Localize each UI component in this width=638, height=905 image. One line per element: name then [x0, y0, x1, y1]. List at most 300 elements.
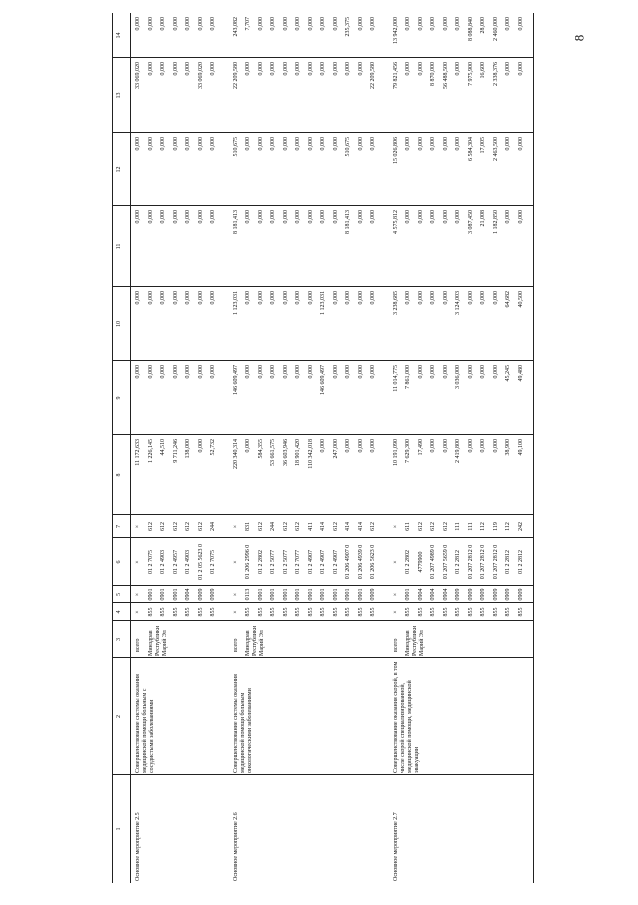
- table-cell: ×: [392, 560, 399, 564]
- table-cell: 0,000: [197, 365, 204, 379]
- table-cell: 0,000: [505, 210, 511, 224]
- table-cell: 855: [517, 607, 524, 617]
- table-cell: ×: [232, 610, 239, 614]
- table-cell: 0,000: [147, 291, 154, 305]
- table-cell: 612: [147, 522, 154, 531]
- table-cell: 0,000: [345, 365, 351, 379]
- table-cell: 0,000: [270, 62, 276, 76]
- rotated-table-container: [112, 13, 637, 883]
- table-cell: ×: [232, 592, 239, 597]
- table-cell: 79 821,456: [392, 62, 399, 89]
- table-cell: 0,000: [135, 17, 141, 31]
- table-cell: 01 206 5623 0: [370, 544, 376, 580]
- executor-name: Минздрав Республики Марий Эл: [405, 625, 425, 656]
- table-cell: 612: [257, 522, 264, 531]
- table-cell: 0,000: [185, 210, 191, 224]
- table-cell: 855: [370, 607, 376, 617]
- table-cell: 01 2 2802: [257, 550, 264, 574]
- table-cell: 22 209,580: [370, 62, 376, 89]
- table-cell: 0909: [492, 588, 499, 601]
- table-cell: 0,000: [357, 210, 364, 224]
- table-cell: 01 207 2812 0: [492, 544, 499, 580]
- column-header: 5: [116, 593, 122, 596]
- table-cell: 0909: [370, 588, 376, 601]
- table-cell: 0,000: [405, 62, 411, 76]
- table-cell: 0,000: [245, 291, 251, 305]
- table-cell: 0904: [430, 588, 436, 601]
- table-cell: 0,000: [185, 62, 191, 76]
- table-cell: 0901: [270, 588, 276, 601]
- column-header: 6: [116, 560, 122, 564]
- table-cell: 146 609,497: [320, 365, 326, 395]
- table-cell: 0,000: [210, 210, 216, 224]
- table-cell: 0,000: [492, 291, 499, 305]
- column-divider: [112, 774, 533, 775]
- table-cell: 855: [210, 607, 216, 617]
- table-cell: 01 2 7077: [295, 550, 301, 574]
- table-cell: 0901: [295, 588, 301, 601]
- table-cell: 0113: [245, 588, 251, 601]
- table-cell: 2 419,800: [455, 439, 461, 463]
- table-cell: ×: [392, 524, 399, 529]
- table-cell: 01 2 2812: [455, 550, 461, 574]
- table-cell: 22 209,580: [232, 62, 239, 89]
- table-cell: 0,000: [332, 137, 339, 151]
- table-cell: 584,355: [257, 439, 264, 459]
- table-cell: 0,000: [295, 365, 301, 379]
- table-cell: 01 207 4989 0: [430, 544, 436, 580]
- table-cell: 0901: [332, 588, 339, 601]
- table-cell: 01 2 2812: [517, 550, 524, 574]
- table-cell: 0,000: [307, 62, 314, 76]
- column-divider: [112, 205, 533, 206]
- table-cell: 0,000: [417, 365, 424, 379]
- table-cell: 855: [147, 607, 154, 617]
- table-cell: 0901: [160, 588, 166, 601]
- table-cell: 0,000: [147, 17, 154, 31]
- table-cell: 247,000: [332, 439, 339, 459]
- table-cell: 01 2 4907: [320, 550, 326, 574]
- table-cell: 0901: [307, 588, 314, 601]
- table-cell: 0,000: [197, 291, 204, 305]
- table-cell: 0,000: [270, 137, 276, 151]
- table-cell: 243,082: [232, 17, 239, 37]
- table-cell: 0,000: [405, 17, 411, 31]
- table-cell: 33 069,020: [197, 62, 204, 89]
- table-cell: 0,000: [345, 62, 351, 76]
- table-cell: ×: [135, 610, 141, 614]
- table-cell: 0,000: [185, 365, 191, 379]
- table-cell: 855: [320, 607, 326, 617]
- table-cell: 01 2 05 5623 0: [197, 544, 204, 580]
- table-cell: 0,000: [417, 291, 424, 305]
- table-cell: 855: [257, 607, 264, 617]
- table-cell: 0,000: [357, 291, 364, 305]
- table-cell: 0,000: [245, 365, 251, 379]
- table-cell: ×: [392, 592, 399, 597]
- table-cell: 0,000: [442, 210, 449, 224]
- table-cell: 0,000: [147, 62, 154, 76]
- table-cell: 0904: [442, 588, 449, 601]
- executor-total-label: всего: [392, 638, 399, 652]
- table-cell: 0,000: [442, 137, 449, 151]
- table-cell: 0,000: [492, 439, 499, 453]
- column-divider: [112, 57, 533, 58]
- table-cell: 0,000: [282, 365, 289, 379]
- table-cell: 38,900: [505, 439, 511, 456]
- table-cell: 111: [467, 522, 474, 531]
- table-cell: 44,510: [160, 439, 166, 456]
- table-cell: 612: [332, 522, 339, 531]
- table-cell: 112: [505, 522, 511, 531]
- table-cell: 0909: [210, 588, 216, 601]
- table-cell: 831: [245, 522, 251, 531]
- table-bottom-rule: [533, 13, 534, 883]
- table-cell: 0,000: [282, 17, 289, 31]
- table-cell: 7 629,300: [405, 439, 411, 463]
- column-header: 10: [116, 321, 122, 327]
- table-cell: 0,000: [357, 365, 364, 379]
- table-cell: 510,675: [232, 137, 239, 157]
- table-cell: 01 2 5077: [270, 550, 276, 574]
- table-cell: 0,000: [430, 137, 436, 151]
- table-cell: 0,000: [172, 210, 179, 224]
- table-cell: 0,000: [370, 210, 376, 224]
- table-cell: 0,000: [370, 291, 376, 305]
- table-cell: 01 2 7075: [210, 550, 216, 574]
- table-cell: 52,732: [210, 439, 216, 456]
- activity-name: Основное мероприятие 2.7: [392, 812, 399, 881]
- table-cell: 0,000: [270, 210, 276, 224]
- table-cell: 0909: [517, 588, 524, 601]
- table-cell: 4779900: [417, 551, 424, 573]
- table-cell: 855: [357, 607, 364, 617]
- table-cell: 0904: [417, 588, 424, 601]
- table-cell: 17,005: [480, 137, 486, 154]
- table-cell: 0,000: [307, 365, 314, 379]
- table-cell: 0,000: [467, 365, 474, 379]
- column-divider: [112, 537, 533, 538]
- table-cell: 855: [332, 607, 339, 617]
- table-cell: 0,000: [370, 137, 376, 151]
- table-cell: 0,000: [210, 62, 216, 76]
- table-cell: 855: [197, 607, 204, 617]
- table-cell: 15 026,806: [392, 137, 399, 164]
- table-cell: 49,100: [517, 439, 524, 456]
- table-cell: 8 870,000: [430, 62, 436, 86]
- table-cell: 0,000: [455, 62, 461, 76]
- table-cell: 0909: [197, 588, 204, 601]
- table-cell: 21,008: [480, 210, 486, 227]
- table-cell: 13 942,000: [392, 17, 399, 44]
- table-cell: 0,000: [357, 17, 364, 31]
- table-cell: 855: [282, 607, 289, 617]
- table-cell: 01 2 7075: [147, 550, 154, 574]
- table-cell: 0,000: [430, 210, 436, 224]
- table-cell: 0,000: [257, 137, 264, 151]
- table-cell: 3 124,003: [455, 291, 461, 315]
- executor-total-label: всего: [135, 638, 141, 652]
- table-cell: 8 088,840: [467, 17, 474, 41]
- table-cell: 242: [517, 522, 524, 531]
- table-cell: 612: [370, 522, 376, 531]
- table-cell: 0,000: [147, 210, 154, 224]
- table-cell: 0,000: [270, 291, 276, 305]
- table-cell: 0,000: [307, 210, 314, 224]
- table-cell: 1 123,031: [320, 291, 326, 315]
- executor-total-label: всего: [232, 638, 239, 652]
- activity-name: Основное мероприятие 2.6: [232, 812, 239, 881]
- table-cell: 0,000: [135, 137, 141, 151]
- table-cell: 855: [417, 607, 424, 617]
- column-header: 14: [116, 32, 122, 39]
- table-cell: 0,000: [245, 210, 251, 224]
- column-header: 2: [116, 715, 122, 718]
- table-cell: 0901: [257, 588, 264, 601]
- table-cell: 110 342,018: [307, 439, 314, 469]
- table-cell: 0,000: [270, 365, 276, 379]
- table-cell: 0,000: [405, 291, 411, 305]
- table-cell: 0,000: [197, 439, 204, 453]
- column-divider: [112, 132, 533, 133]
- table-top-rule: [112, 13, 113, 883]
- table-cell: 0,000: [320, 439, 326, 453]
- table-cell: 36 603,946: [282, 439, 289, 466]
- activity-description: Совершенствование системы оказания медицинской помощи больным с сосудистыми заболеваниями: [135, 674, 155, 773]
- table-cell: 0,000: [370, 17, 376, 31]
- table-cell: 244: [270, 522, 276, 531]
- table-cell: 0,000: [245, 62, 251, 76]
- table-cell: 0,000: [430, 291, 436, 305]
- table-cell: 855: [160, 607, 166, 617]
- activity-description: Совершенствование оказания скорой, в том числе скорой специализированной, медицинской помощи, медицинской эвакуации: [392, 661, 420, 773]
- table-cell: 0,000: [295, 291, 301, 305]
- table-cell: 0,000: [147, 365, 154, 379]
- table-cell: 8 181,413: [345, 210, 351, 234]
- column-header: 1: [116, 827, 122, 831]
- table-cell: 0,000: [172, 291, 179, 305]
- table-cell: ×: [392, 610, 399, 614]
- table-cell: 0,000: [185, 17, 191, 31]
- table-cell: 0,000: [417, 62, 424, 76]
- table-cell: 17,490: [417, 439, 424, 456]
- table-cell: 01 207 2812 0: [480, 544, 486, 580]
- activity-name: Основное мероприятие 2.5: [135, 812, 141, 881]
- table-cell: 0909: [455, 588, 461, 601]
- table-cell: 0,000: [282, 137, 289, 151]
- table-cell: 01 2 4903: [160, 550, 166, 574]
- table-cell: 9 711,246: [172, 439, 179, 463]
- table-cell: 119: [492, 522, 499, 531]
- table-cell: 0901: [147, 588, 154, 601]
- table-cell: 01 206 4939 0: [357, 544, 364, 580]
- table-cell: 0,000: [245, 439, 251, 453]
- table-cell: 0,000: [160, 62, 166, 76]
- table-cell: 01 2 2802: [405, 550, 411, 574]
- table-cell: 0,000: [257, 210, 264, 224]
- table-cell: 0,000: [357, 439, 364, 453]
- table-cell: 0,000: [345, 291, 351, 305]
- column-divider: [112, 620, 533, 621]
- table-cell: 0,000: [320, 210, 326, 224]
- table-cell: 3 087,450: [467, 210, 474, 234]
- table-cell: 33 069,020: [135, 62, 141, 89]
- column-divider: [112, 514, 533, 515]
- header-bottom-rule: [130, 13, 131, 883]
- table-cell: 1 123,031: [232, 291, 239, 315]
- table-cell: 612: [197, 522, 204, 531]
- table-cell: 0,000: [160, 17, 166, 31]
- table-cell: 855: [492, 607, 499, 617]
- table-cell: 0,000: [245, 137, 251, 151]
- table-cell: 7,707: [245, 17, 251, 31]
- table-cell: 0,000: [455, 17, 461, 31]
- column-divider: [112, 602, 533, 603]
- table-cell: 244: [210, 522, 216, 531]
- table-cell: 612: [430, 522, 436, 531]
- table-cell: 0,000: [282, 62, 289, 76]
- column-header: 9: [116, 396, 122, 400]
- table-cell: 0,000: [135, 365, 141, 379]
- table-cell: 0,000: [417, 17, 424, 31]
- table-cell: 855: [455, 607, 461, 617]
- table-cell: 0,000: [185, 291, 191, 305]
- column-header: 13: [116, 92, 122, 99]
- column-divider: [112, 434, 533, 435]
- table-cell: 16,600: [480, 62, 486, 79]
- table-cell: 0,000: [442, 365, 449, 379]
- table-cell: 0,000: [517, 62, 524, 76]
- table-cell: 414: [345, 522, 351, 531]
- table-cell: 0,000: [332, 62, 339, 76]
- table-cell: 0,000: [442, 17, 449, 31]
- table-cell: 0,000: [517, 137, 524, 151]
- table-cell: 0,000: [442, 291, 449, 305]
- table-cell: 0,000: [405, 210, 411, 224]
- table-cell: 01 2 4957: [172, 550, 179, 574]
- table-cell: 0,000: [455, 137, 461, 151]
- table-cell: 0,000: [210, 137, 216, 151]
- table-cell: 0,000: [270, 17, 276, 31]
- column-header: 3: [116, 638, 122, 641]
- table-cell: 0,000: [135, 291, 141, 305]
- table-cell: 0,000: [467, 291, 474, 305]
- table-cell: 0,000: [172, 137, 179, 151]
- table-cell: 0901: [405, 588, 411, 601]
- table-cell: 8 181,413: [232, 210, 239, 234]
- table-cell: 0,000: [147, 137, 154, 151]
- table-cell: 53 661,575: [270, 439, 276, 466]
- table-cell: 0,000: [332, 210, 339, 224]
- table-cell: 0,000: [417, 210, 424, 224]
- table-cell: 855: [185, 607, 191, 617]
- table-cell: 01 207 5659 0: [442, 544, 449, 580]
- table-cell: 0,000: [210, 365, 216, 379]
- table-cell: 0,000: [160, 365, 166, 379]
- table-cell: 0909: [480, 588, 486, 601]
- table-cell: 0,000: [295, 137, 301, 151]
- table-cell: 0,000: [405, 137, 411, 151]
- table-cell: 0,000: [197, 137, 204, 151]
- table-cell: 855: [442, 607, 449, 617]
- table-cell: 0,000: [210, 291, 216, 305]
- table-cell: 612: [185, 522, 191, 531]
- table-cell: 0,000: [417, 137, 424, 151]
- table-cell: 0,000: [172, 17, 179, 31]
- table-cell: 56 488,500: [442, 62, 449, 89]
- activity-description: Совершенствование системы оказания медицинской помощи больным онкологическими заболеваниями: [232, 674, 253, 773]
- table-cell: 10 191,090: [392, 439, 399, 466]
- table-cell: 0,000: [357, 62, 364, 76]
- table-cell: 855: [307, 607, 314, 617]
- column-header: 11: [116, 243, 122, 250]
- table-cell: 0901: [172, 588, 179, 601]
- table-cell: 855: [245, 607, 251, 617]
- table-cell: 414: [320, 522, 326, 531]
- table-cell: 855: [405, 607, 411, 617]
- table-cell: 0,000: [160, 291, 166, 305]
- table-cell: 855: [505, 607, 511, 617]
- table-cell: 855: [295, 607, 301, 617]
- table-cell: 0,000: [282, 291, 289, 305]
- table-cell: 2 463,500: [492, 137, 499, 161]
- table-cell: 612: [282, 522, 289, 531]
- table-cell: 855: [270, 607, 276, 617]
- column-header: 12: [116, 166, 122, 173]
- table-cell: 7 861,000: [405, 365, 411, 389]
- table-cell: 0,000: [307, 291, 314, 305]
- table-cell: 0909: [505, 588, 511, 601]
- page-number: 8: [571, 34, 587, 42]
- table-cell: 4 575,812: [392, 210, 399, 234]
- table-cell: 0,000: [210, 17, 216, 31]
- table-cell: 235,375: [345, 17, 351, 37]
- table-cell: 0,000: [492, 365, 499, 379]
- table-cell: 111: [455, 522, 461, 531]
- table-cell: 510,675: [345, 137, 351, 157]
- table-cell: 612: [417, 522, 424, 531]
- table-cell: 0,000: [320, 17, 326, 31]
- table-cell: 0,000: [160, 137, 166, 151]
- table-cell: 0,000: [320, 62, 326, 76]
- table-cell: 0,000: [430, 17, 436, 31]
- table-cell: 01 2 5077: [282, 550, 289, 574]
- table-cell: 18 901,420: [295, 439, 301, 466]
- column-divider: [112, 360, 533, 361]
- executor-name: Минздрав Республики Марий Эл: [245, 625, 265, 656]
- table-cell: 0904: [185, 588, 191, 601]
- table-cell: 0,000: [295, 17, 301, 31]
- table-cell: 855: [430, 607, 436, 617]
- table-cell: ×: [232, 524, 239, 529]
- table-cell: 7 975,900: [467, 62, 474, 86]
- table-cell: 612: [295, 522, 301, 531]
- table-cell: 0,000: [442, 439, 449, 453]
- table-cell: 0,000: [307, 17, 314, 31]
- table-cell: 3 238,685: [392, 291, 399, 315]
- table-cell: 138,000: [185, 439, 191, 459]
- table-cell: 612: [160, 522, 166, 531]
- table-cell: 0,000: [345, 439, 351, 453]
- table-cell: 0,000: [370, 365, 376, 379]
- table-cell: 612: [442, 522, 449, 531]
- table-cell: 0,000: [455, 210, 461, 224]
- table-cell: 6 584,304: [467, 137, 474, 161]
- table-cell: 0,000: [480, 291, 486, 305]
- table-cell: 1 182,850: [492, 210, 499, 234]
- table-cell: 0,000: [185, 137, 191, 151]
- table-cell: 2 460,000: [492, 17, 499, 41]
